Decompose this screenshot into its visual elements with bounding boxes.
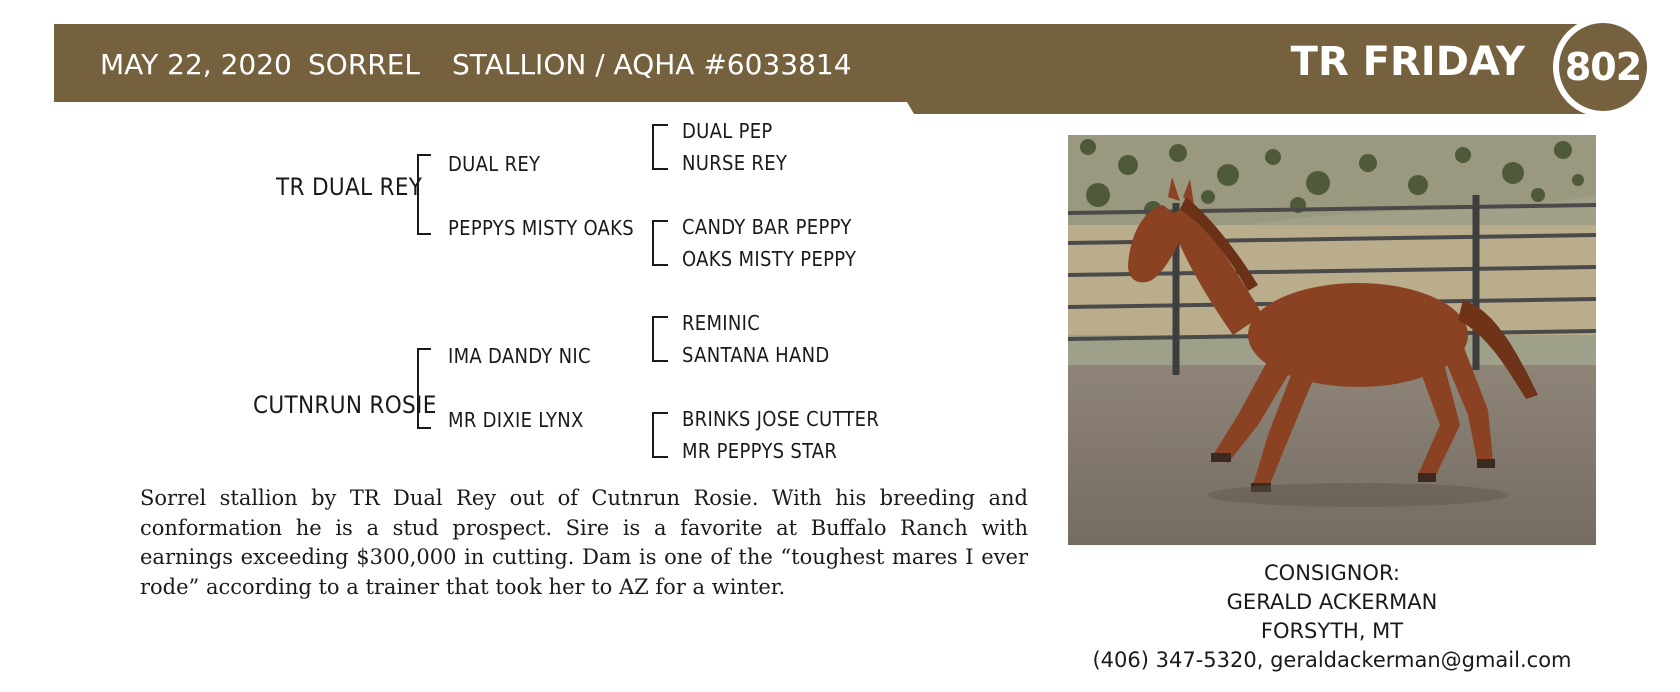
pedigree-sds: CANDY BAR PEPPY	[682, 215, 852, 239]
lot-badge	[1553, 17, 1653, 117]
pedigree-bracket	[417, 154, 431, 235]
consignor-name: GERALD ACKERMAN	[1226, 590, 1438, 614]
pedigree-dam-sire: IMA DANDY NIC	[448, 344, 591, 368]
horse-description: Sorrel stallion by TR Dual Rey out of Cutnrun Rosie. With his breeding and conformation he is a stud prospect. Sire is a favorite at Buffalo Ranch with earnings exceeding $300,000 in cutting. Dam is one of the “toughest mares I ever rode” according to a trainer that took her to AZ for a winter.	[140, 486, 1028, 599]
pedigree-dds: BRINKS JOSE CUTTER	[682, 407, 880, 431]
pedigree-bracket	[417, 348, 431, 429]
horse-color: SORREL	[308, 48, 421, 81]
horse-photo	[1068, 135, 1596, 545]
pedigree-dss: REMINIC	[682, 311, 761, 335]
pedigree-dsd: SANTANA HAND	[682, 343, 830, 367]
pedigree-bracket	[652, 412, 668, 458]
consignor-label: CONSIGNOR:	[1264, 561, 1400, 585]
pedigree-ddd: MR PEPPYS STAR	[682, 439, 838, 463]
pedigree-sire: TR DUAL REY	[276, 173, 423, 201]
pedigree-bracket	[652, 220, 668, 266]
pedigree-dam-dam: MR DIXIE LYNX	[448, 408, 584, 432]
registration-info: STALLION / AQHA #6033814	[452, 48, 852, 81]
pedigree-sire-sire: DUAL REY	[448, 152, 541, 176]
lot-number: 802	[1564, 45, 1642, 89]
header-tab-extension	[900, 90, 1589, 114]
horse-name: TR FRIDAY	[1290, 39, 1525, 85]
consignor-location: FORSYTH, MT	[1260, 619, 1404, 643]
consignor-info	[1068, 559, 1596, 675]
pedigree-bracket	[652, 316, 668, 362]
pedigree-sire-dam: PEPPYS MISTY OAKS	[448, 216, 634, 240]
pedigree-sss: DUAL PEP	[682, 119, 773, 143]
pedigree-bracket	[652, 124, 668, 170]
birth-date: MAY 22, 2020	[100, 48, 292, 81]
pedigree-sdd: OAKS MISTY PEPPY	[682, 247, 857, 271]
consignor-contact: (406) 347-5320, geraldackerman@gmail.com	[1092, 648, 1572, 672]
pedigree-dam: CUTNRUN ROSIE	[253, 391, 437, 419]
pedigree-ssd: NURSE REY	[682, 151, 788, 175]
